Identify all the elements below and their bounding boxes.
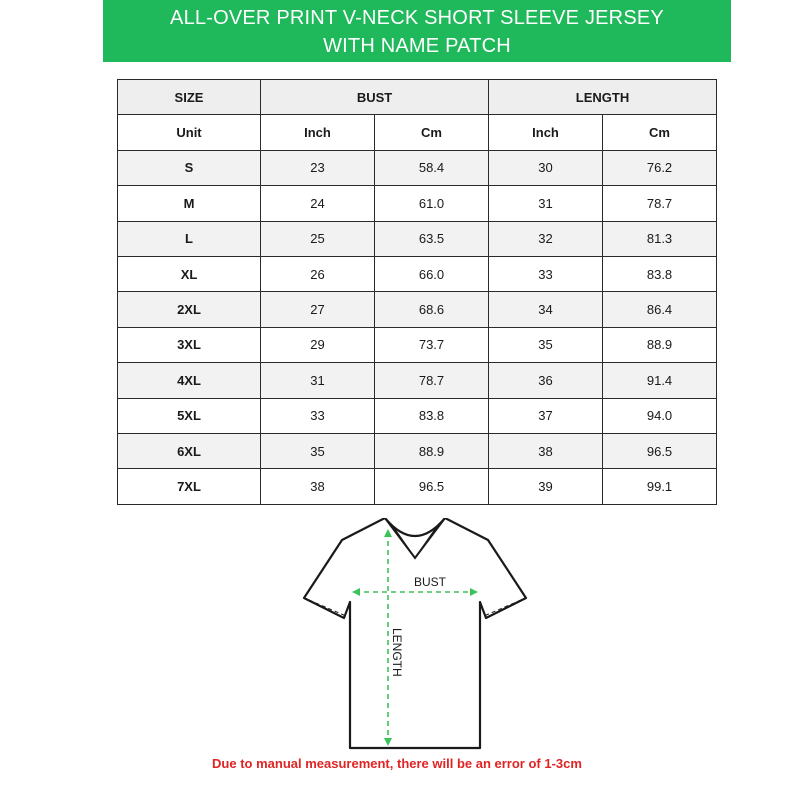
length-cm-cell: 86.4 bbox=[603, 292, 717, 327]
table-row bbox=[118, 150, 717, 185]
size-cell: 7XL bbox=[118, 469, 261, 504]
unit-length-cm: Cm bbox=[603, 115, 717, 150]
title-banner bbox=[103, 0, 731, 62]
table-row bbox=[118, 292, 717, 327]
table-row bbox=[118, 433, 717, 468]
bust-cm-cell: 68.6 bbox=[375, 292, 489, 327]
table-row bbox=[118, 256, 717, 291]
length-inch-cell: 30 bbox=[489, 150, 603, 185]
bust-inch-cell: 35 bbox=[261, 433, 375, 468]
table-row bbox=[118, 186, 717, 221]
length-inch-cell: 38 bbox=[489, 433, 603, 468]
size-cell: S bbox=[118, 150, 261, 185]
table-row bbox=[118, 363, 717, 398]
length-inch-cell: 33 bbox=[489, 256, 603, 291]
length-cm-cell: 78.7 bbox=[603, 186, 717, 221]
size-cell: 4XL bbox=[118, 363, 261, 398]
length-cm-cell: 76.2 bbox=[603, 150, 717, 185]
size-cell: M bbox=[118, 186, 261, 221]
title-line-2: WITH NAME PATCH bbox=[323, 35, 511, 57]
unit-bust-inch: Inch bbox=[261, 115, 375, 150]
unit-label: Unit bbox=[118, 115, 261, 150]
length-cm-cell: 88.9 bbox=[603, 327, 717, 362]
bust-cm-cell: 63.5 bbox=[375, 221, 489, 256]
bust-inch-cell: 33 bbox=[261, 398, 375, 433]
length-inch-cell: 34 bbox=[489, 292, 603, 327]
v-neck-jersey-icon bbox=[300, 518, 530, 750]
bust-inch-cell: 26 bbox=[261, 256, 375, 291]
length-inch-cell: 35 bbox=[489, 327, 603, 362]
jersey-outline bbox=[304, 518, 526, 748]
table-row bbox=[118, 221, 717, 256]
size-cell: L bbox=[118, 221, 261, 256]
header-length: LENGTH bbox=[489, 80, 717, 115]
table-row bbox=[118, 469, 717, 504]
table-row bbox=[118, 398, 717, 433]
length-inch-cell: 32 bbox=[489, 221, 603, 256]
bust-label: BUST bbox=[414, 575, 447, 589]
bust-inch-cell: 27 bbox=[261, 292, 375, 327]
measurement-note: Due to manual measurement, there will be an error of 1-3cm bbox=[212, 756, 582, 771]
length-cm-cell: 94.0 bbox=[603, 398, 717, 433]
table-row bbox=[118, 327, 717, 362]
length-inch-cell: 36 bbox=[489, 363, 603, 398]
table-header-row bbox=[118, 80, 717, 115]
bust-inch-cell: 29 bbox=[261, 327, 375, 362]
header-size: SIZE bbox=[118, 80, 261, 115]
length-inch-cell: 37 bbox=[489, 398, 603, 433]
header-bust: BUST bbox=[261, 80, 489, 115]
length-inch-cell: 39 bbox=[489, 469, 603, 504]
length-cm-cell: 99.1 bbox=[603, 469, 717, 504]
bust-inch-cell: 24 bbox=[261, 186, 375, 221]
bust-cm-cell: 58.4 bbox=[375, 150, 489, 185]
length-cm-cell: 81.3 bbox=[603, 221, 717, 256]
size-cell: XL bbox=[118, 256, 261, 291]
length-inch-cell: 31 bbox=[489, 186, 603, 221]
bust-cm-cell: 61.0 bbox=[375, 186, 489, 221]
bust-cm-cell: 66.0 bbox=[375, 256, 489, 291]
bust-inch-cell: 25 bbox=[261, 221, 375, 256]
size-cell: 6XL bbox=[118, 433, 261, 468]
bust-cm-cell: 88.9 bbox=[375, 433, 489, 468]
length-cm-cell: 91.4 bbox=[603, 363, 717, 398]
bust-cm-cell: 78.7 bbox=[375, 363, 489, 398]
size-cell: 3XL bbox=[118, 327, 261, 362]
bust-cm-cell: 83.8 bbox=[375, 398, 489, 433]
bust-inch-cell: 23 bbox=[261, 150, 375, 185]
length-label: LENGTH bbox=[390, 628, 404, 677]
bust-cm-cell: 96.5 bbox=[375, 469, 489, 504]
size-chart-table bbox=[117, 79, 717, 505]
table-unit-row bbox=[118, 115, 717, 150]
length-cm-cell: 83.8 bbox=[603, 256, 717, 291]
size-cell: 5XL bbox=[118, 398, 261, 433]
length-cm-cell: 96.5 bbox=[603, 433, 717, 468]
bust-cm-cell: 73.7 bbox=[375, 327, 489, 362]
size-cell: 2XL bbox=[118, 292, 261, 327]
title-line-1: ALL-OVER PRINT V-NECK SHORT SLEEVE JERSEY bbox=[170, 7, 664, 29]
unit-length-inch: Inch bbox=[489, 115, 603, 150]
unit-bust-cm: Cm bbox=[375, 115, 489, 150]
bust-inch-cell: 31 bbox=[261, 363, 375, 398]
bust-inch-cell: 38 bbox=[261, 469, 375, 504]
